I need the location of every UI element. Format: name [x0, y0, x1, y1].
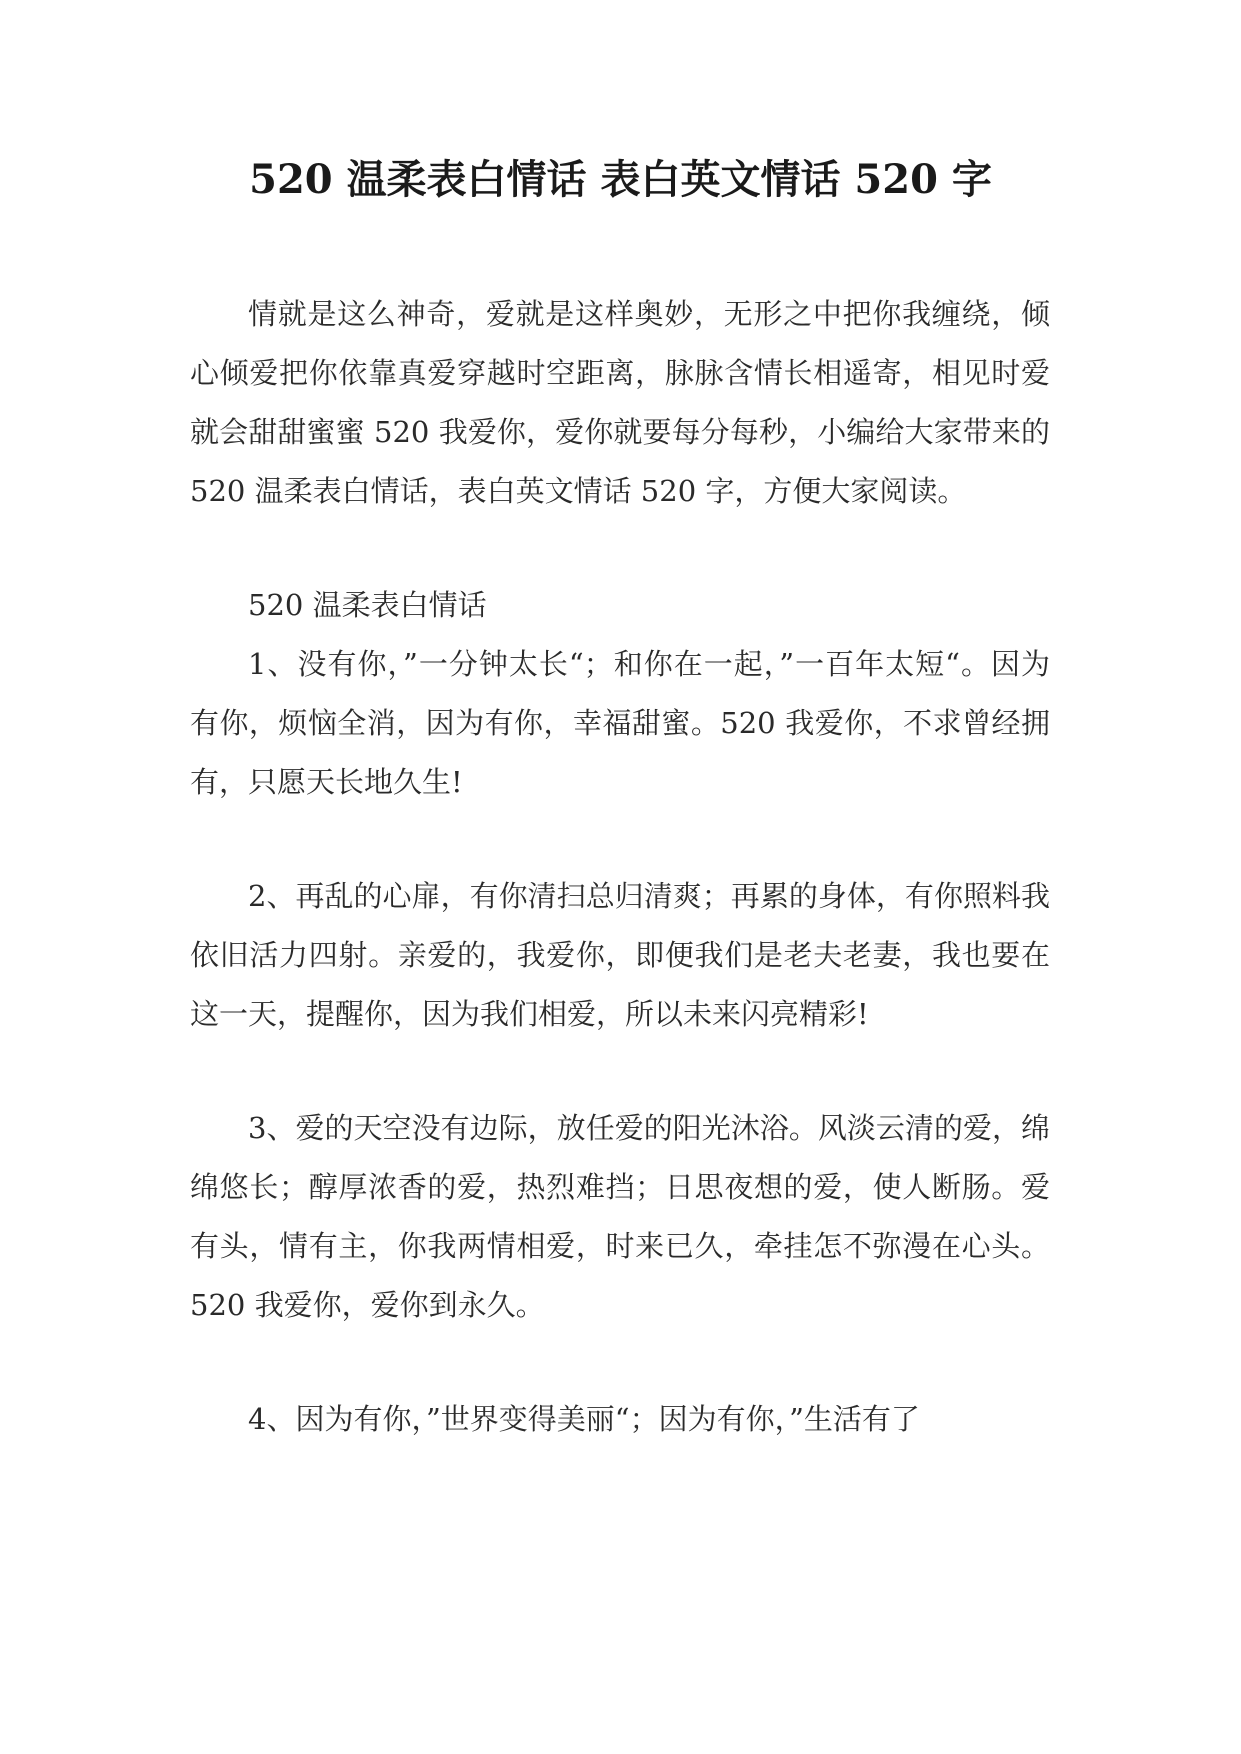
list-item-1: 1、没有你，”一分钟太长“；和你在一起，”一百年太短“。因为有你，烦恼全消，因为有你，幸福甜蜜。520 我爱你，不求曾经拥有，只愿天长地久生! [190, 647, 1050, 799]
document-body [190, 285, 1050, 1449]
list-item-2: 2、再乱的心扉，有你清扫总归清爽；再累的身体，有你照料我依旧活力四射。亲爱的，我爱你，即便我们是老夫老妻，我也要在这一天，提醒你，因为我们相爱，所以未来闪亮精彩! [190, 879, 1050, 1031]
list-item-3: 3、爱的天空没有边际，放任爱的阳光沐浴。风淡云清的爱，绵绵悠长；醇厚浓香的爱，热烈难挡；日思夜想的爱，使人断肠。爱有头，情有主，你我两情相爱，时来已久，牵挂怎不弥漫在心头。520 我爱你，爱你到永久。 [190, 1111, 1050, 1322]
page-title: 520 温柔表白情话 表白英文情话 520 字 [249, 156, 992, 203]
section-heading: 520 温柔表白情话 [248, 588, 487, 622]
intro-paragraph: 情就是这么神奇，爱就是这样奥妙，无形之中把你我缠绕，倾心倾爱把你依靠真爱穿越时空距离，脉脉含情长相遥寄，相见时爱就会甜甜蜜蜜 520 我爱你，爱你就要每分每秒，小编给大家带来的 520 温柔表白情话，表白英文情话 520 字，方便大家阅读。 [190, 297, 1050, 508]
list-item-4: 4、因为有你，”世界变得美丽“；因为有你，”生活有了 [248, 1402, 920, 1436]
